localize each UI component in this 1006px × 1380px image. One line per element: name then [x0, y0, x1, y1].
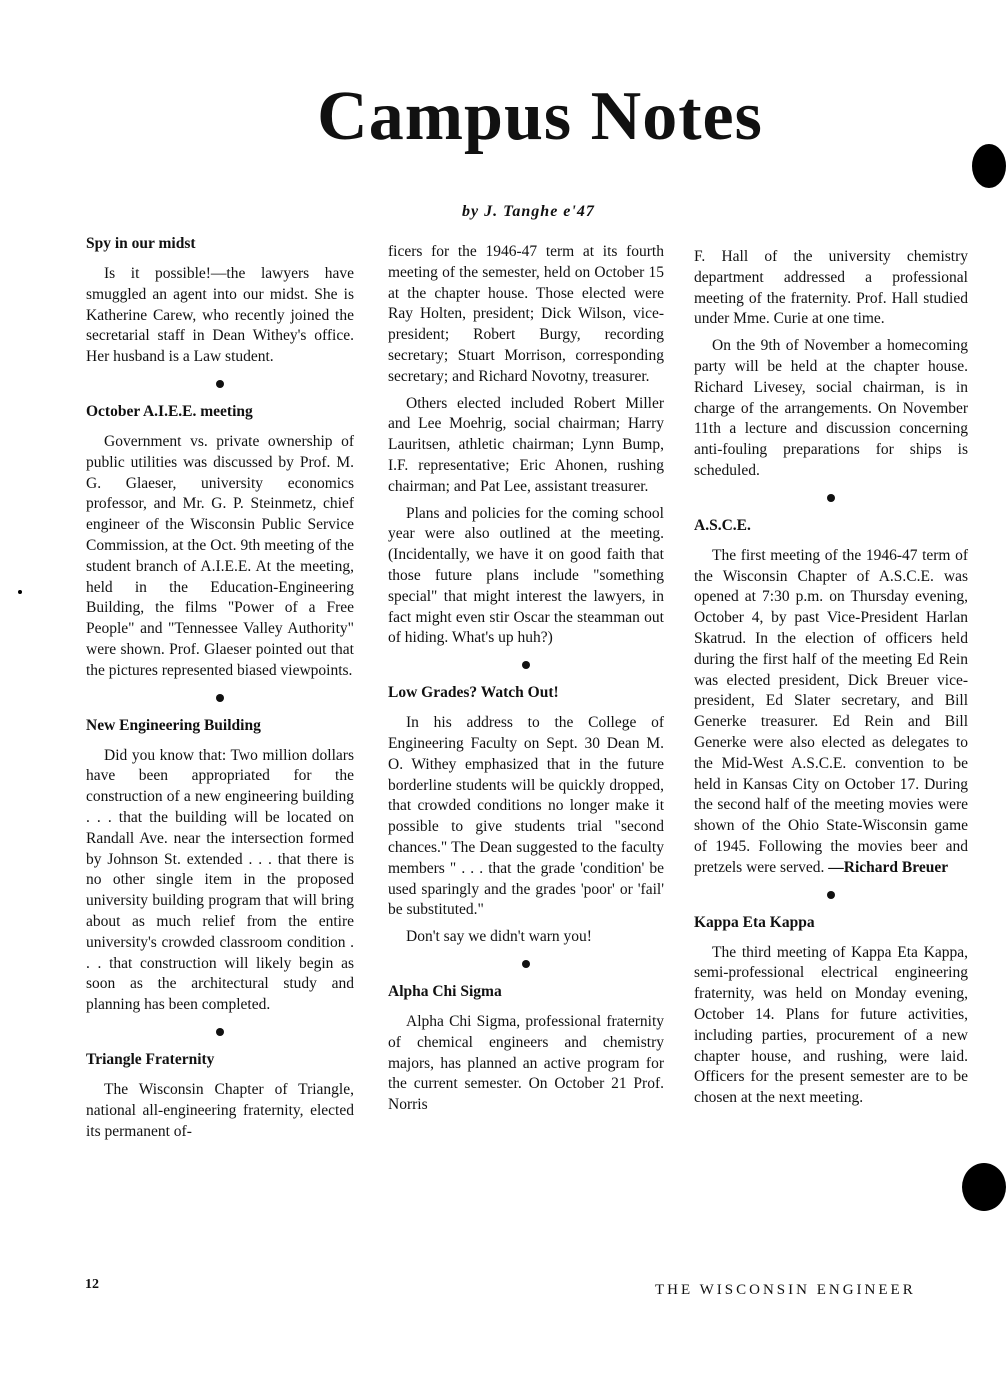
- article-paragraph: Others elected included Robert Miller and Lee Moehrig, social chairman; Harry Lauritsen, athletic chairman; Lynn Bump, I.F. representative; Eric Ahonen, rushing chairman; and Pat Lee, assistant treasurer.: [388, 394, 664, 495]
- column-3: [694, 247, 968, 1109]
- article-triangle-fraternity-continued: [388, 242, 664, 649]
- section-bullet: [522, 661, 530, 669]
- article-paragraph: On the 9th of November a homecoming party will be held at the chapter house. Richard Livesey, social chairman, is in charge of the arrangements. On November 11th a lecture and discussion concerning anti-fouling preparations for ships is scheduled.: [694, 337, 968, 479]
- article-heading: Low Grades? Watch Out!: [388, 684, 559, 702]
- article-paragraph: Is it possible!—the lawyers have smuggled an agent into our midst. She is Katherine Carew, who recently joined the secretarial staff in Dean Withey's office. Her husband is a Law student.: [86, 265, 354, 366]
- section-bullet: [216, 380, 224, 388]
- section-bullet: [216, 1028, 224, 1036]
- section-bullet: [216, 694, 224, 702]
- article-new-engineering-building: [86, 716, 354, 1016]
- page-number: 12: [85, 1277, 99, 1292]
- article-heading: October A.I.E.E. meeting: [86, 402, 253, 420]
- article-paragraph: Don't say we didn't warn you!: [406, 928, 592, 946]
- article-triangle-fraternity: [86, 1050, 354, 1142]
- article-paragraph: Plans and policies for the coming school year were also outlined at the meeting. (Incidentally, we have it on good faith that those future plans include "something special" that might interest the lawyers, in fact might even stir Oscar the steamman out of hiding. What's up huh?): [388, 504, 664, 647]
- punch-hole-bottom: [962, 1163, 1006, 1211]
- section-bullet: [522, 960, 530, 968]
- publication-name: THE WISCONSIN ENGINEER: [655, 1282, 916, 1298]
- article-heading: New Engineering Building: [86, 716, 261, 734]
- article-heading: Spy in our midst: [86, 235, 196, 252]
- article-paragraph: F. Hall of the university chemistry department addressed a professional meeting of the fraternity. Prof. Hall studied under Mme. Curie at one time.: [694, 248, 968, 328]
- page-title: Campus Notes: [317, 78, 763, 155]
- article-paragraph: The Wisconsin Chapter of Triangle, national all-engineering fraternity, elected its permanent of-: [86, 1080, 354, 1140]
- scan-speck: [18, 590, 22, 594]
- article-paragraph: Government vs. private ownership of public utilities was discussed by Prof. M. G. Glaeser, university economics professor, and Mr. G. P. Steinmetz, chief engineer of the Wisconsin Public Service Commission, at the Oct. 9th meeting of the student branch of A.I.E.E. At the meeting, held in the Education-Engineering Building, the films "Power of a Free People" and "Tennessee Valley Authority" were shown. Prof. Glaeser pointed out that the pictures represented biased viewpoints.: [86, 432, 354, 679]
- article-paragraph: The third meeting of Kappa Eta Kappa, semi-professional electrical engineering fraternity, was held on Monday evening, October 14. Plans for future activities, including parties, procurement of a new chapter house, and rushing, were laid. Officers for the present semester are to be chosen at the next meeting.: [694, 943, 968, 1107]
- article-paragraph: Alpha Chi Sigma, professional fraternity of chemical engineers and chemistry majors, has planned an active program for the current semester. On October 21 Prof. Norris: [388, 1012, 664, 1114]
- article-aiee-meeting: [86, 402, 354, 682]
- article-heading: A.S.C.E.: [694, 516, 751, 534]
- section-bullet: [827, 494, 835, 502]
- article-spy-in-our-midst: [86, 234, 354, 368]
- article-paragraph: Did you know that: Two million dollars have been appropriated for the construction of a new engineering building . . . that the building will be located on Randall Ave. near the intersection formed by Johnson St. extended . . . that there is no other single item in the proposed university building program that will bring about as much relief from the entire university's crowded classroom condition . . . that construction will likely begin as soon as the architectural study and planning has been completed.: [86, 746, 354, 1014]
- article-paragraph: [694, 546, 968, 879]
- column-2: [388, 242, 664, 1116]
- punch-hole-top: [972, 144, 1006, 188]
- article-alpha-chi-sigma-continued: [694, 247, 968, 482]
- article-paragraph: In his address to the College of Engineering Faculty on Sept. 30 Dean M. O. Withey emphasized that in the future borderline students will be quickly dropped, that crowded conditions no longer make it possible to give students trial "second chances." The Dean suggested to the faculty members " . . . that the grade 'condition' be used sparingly and the grades 'poor' or 'fail' be substituted.": [388, 714, 664, 919]
- column-1: [86, 234, 354, 1142]
- article-paragraph: ficers for the 1946-47 term at its fourth meeting of the semester, held on October 15 at the chapter house. Those elected were Ray Holten, president; Dick Wilson, vice-president; Robert Burgy, recording secretary; Stuart Morrison, corresponding secretary; and Richard Novotny, treasurer.: [388, 243, 664, 385]
- article-low-grades: [388, 683, 664, 948]
- article-signature: —Richard Breuer: [828, 858, 949, 876]
- article-text: The first meeting of the 1946-47 term of the Wisconsin Chapter of A.S.C.E. was opened at 7:30 p.m. on Thursday evening, October 4, by past Vice-President Harlan Skatrud. In the election of officers held during the first half of the meeting Ed Rein was elected president, Dick Breuer vice-president, Ed Slater secretary, and Bill Generke treasurer. Ed Rein and Bill Generke were also elected as delegates to the Mid-West A.S.C.E. convention to be held in Kansas City on October 17. During the second half of the meeting movies were shown of the Ohio State-Wisconsin game of 1945. Following the movies beer and pretzels were served.: [694, 546, 968, 876]
- article-asce: [694, 516, 968, 879]
- article-heading: Triangle Fraternity: [86, 1050, 215, 1068]
- section-bullet: [827, 891, 835, 899]
- article-alpha-chi-sigma: [388, 982, 664, 1116]
- article-heading: Alpha Chi Sigma: [388, 982, 502, 1000]
- byline: by J. Tanghe e'47: [462, 203, 595, 220]
- article-heading: Kappa Eta Kappa: [694, 913, 815, 931]
- article-kappa-eta-kappa: [694, 913, 968, 1109]
